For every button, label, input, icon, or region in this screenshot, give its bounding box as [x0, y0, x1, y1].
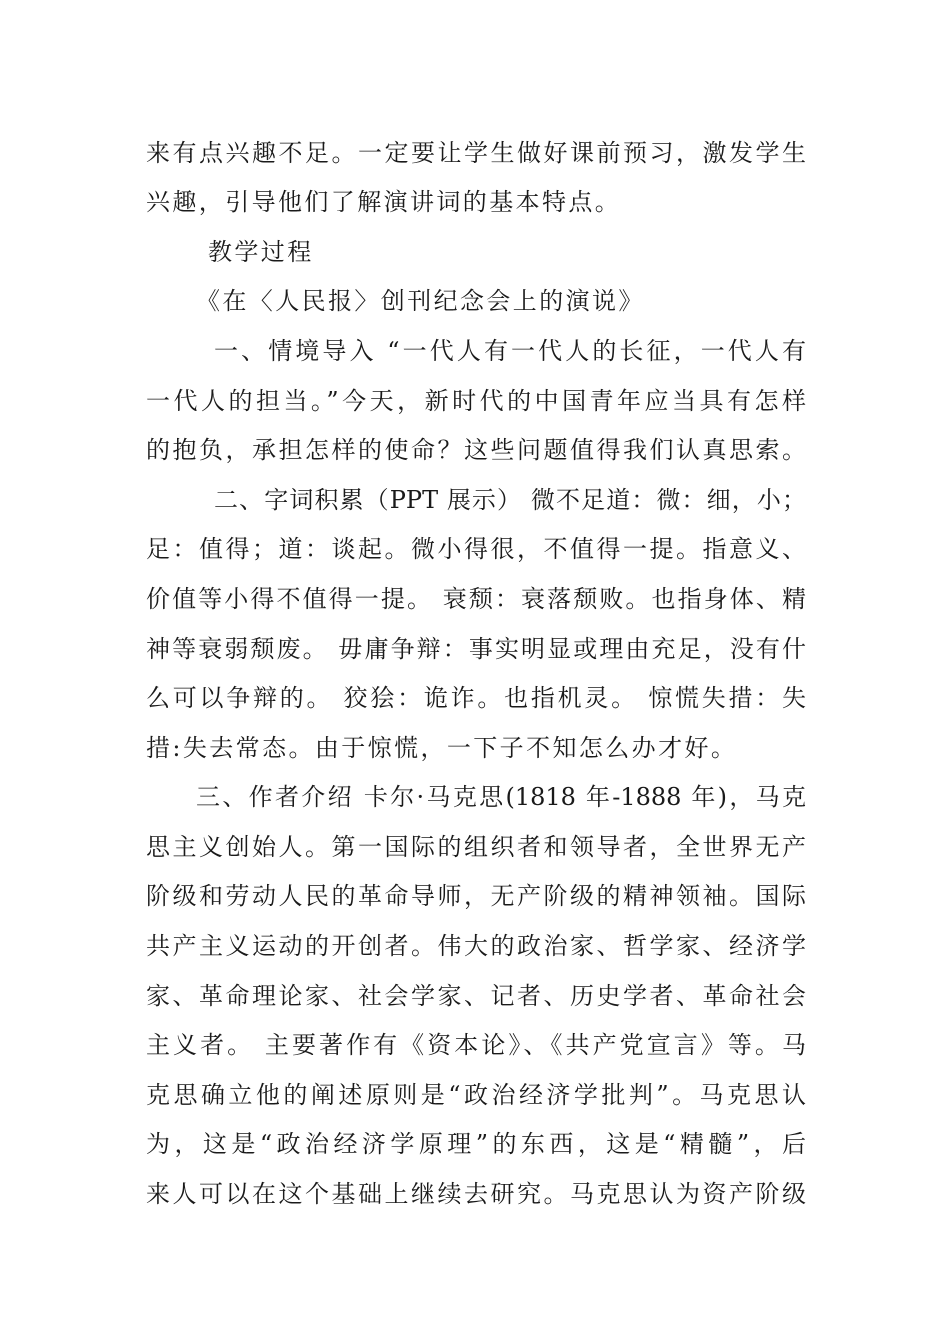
- text-line: 阶级和劳动人民的革命导师，无产阶级的精神领袖。国际: [146, 882, 806, 910]
- section-heading: 教学过程: [208, 238, 314, 266]
- text-line: 兴趣，引导他们了解演讲词的基本特点。: [146, 188, 622, 216]
- text-line: 价值等小得不值得一提。 衰颓：衰落颓败。也指身体、精: [146, 585, 806, 613]
- text-line: 一、情境导入 “一代人有一代人的长征，一代人有: [214, 337, 806, 365]
- text-line: 神等衰弱颓废。 毋庸争辩：事实明显或理由充足，没有什: [146, 635, 806, 663]
- text-line: 三、作者介绍 卡尔·马克思(1818 年-1888 年)，马克: [196, 783, 806, 811]
- text-line: 主义者。 主要著作有《资本论》、《共产党宣言》等。马: [146, 1031, 806, 1059]
- text-line: 来有点兴趣不足。一定要让学生做好课前预习，激发学生: [146, 139, 806, 167]
- text-line: 足：值得；道：谈起。微小得很，不值得一提。指意义、: [146, 535, 806, 563]
- text-line: 一代人的担当。”今天，新时代的中国青年应当具有怎样: [146, 387, 806, 415]
- text-line: 么可以争辩的。 狡狯：诡诈。也指机灵。 惊慌失措：失: [146, 684, 806, 712]
- text-line: 共产主义运动的开创者。伟大的政治家、哲学家、经济学: [146, 932, 806, 960]
- text-line: 家、革命理论家、社会学家、记者、历史学者、革命社会: [146, 982, 806, 1010]
- text-line: 思主义创始人。第一国际的组织者和领导者，全世界无产: [146, 833, 806, 861]
- text-line: 克思确立他的阐述原则是“政治经济学批判”。马克思认: [146, 1081, 806, 1109]
- text-line: 的抱负，承担怎样的使命？这些问题值得我们认真思索。: [146, 436, 806, 464]
- lesson-title: 《在〈人民报〉创刊纪念会上的演说》: [196, 287, 645, 315]
- text-line: 来人可以在这个基础上继续去研究。马克思认为资产阶级: [146, 1180, 806, 1208]
- text-line: 为，这是“政治经济学原理”的东西，这是“精髓”，后: [146, 1130, 806, 1158]
- text-line: 措:失去常态。由于惊慌，一下子不知怎么办才好。: [146, 734, 738, 762]
- text-line: 二、字词积累（PPT 展示） 微不足道：微：细，小；: [214, 486, 806, 514]
